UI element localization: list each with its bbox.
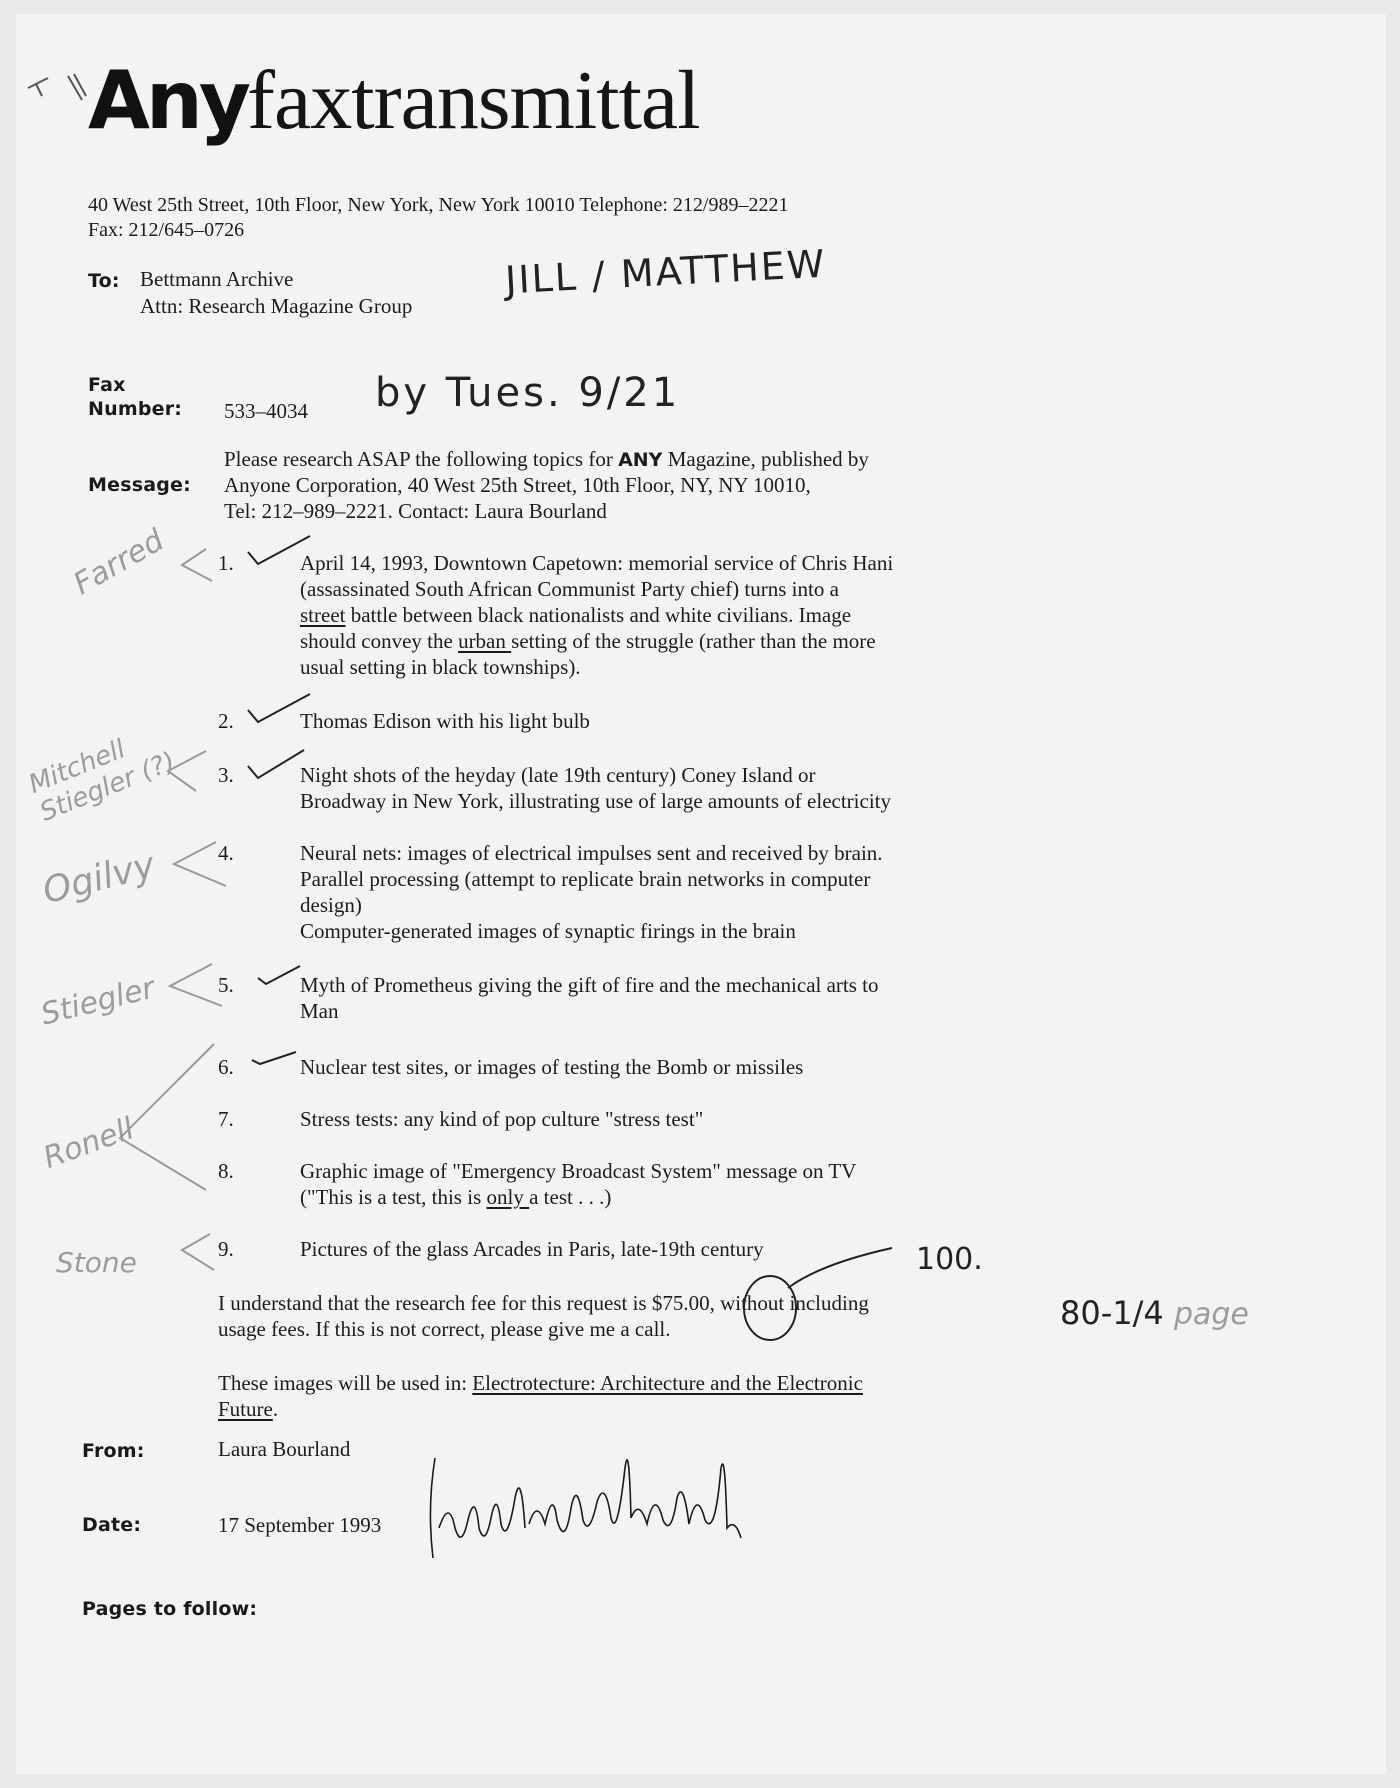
letterhead-fax: Fax: 212/645–0726	[88, 219, 245, 241]
item-number: 8.	[218, 1159, 234, 1183]
date-value: 17 September 1993	[218, 1513, 382, 1537]
bracket-mark-icon	[160, 745, 210, 799]
underlined-word: street	[300, 603, 346, 627]
list-item	[300, 1054, 1000, 1080]
pages-to-follow-label: Pages to follow:	[82, 1598, 258, 1620]
item-number: 9.	[218, 1237, 234, 1261]
publication-title: Electrotecture: Architecture and the Electronic	[472, 1371, 863, 1395]
item-text-line: Graphic image of "Emergency Broadcast System" message on TV	[300, 1159, 857, 1183]
message-text: Magazine, published by	[662, 447, 869, 471]
fax-number-value: 533–4034	[224, 399, 308, 423]
item-text-line: (assassinated South African Communist Party chief) turns into a	[300, 577, 839, 601]
list-item	[300, 1106, 1000, 1132]
handwritten-recipients: JILL / MATTHEW	[504, 241, 828, 303]
usage-text: .	[272, 1397, 279, 1421]
item-text-line: Man	[300, 999, 339, 1023]
message-label: Message:	[88, 474, 191, 496]
underlined-word: urban	[458, 629, 512, 653]
item-number: 7.	[218, 1107, 234, 1131]
item-text-line: Parallel processing (attempt to replicate brain networks in computer	[300, 867, 871, 891]
item-text-line: Neural nets: images of electrical impulses sent and received by brain.	[300, 841, 883, 865]
item-text: ("This is a test, this is	[300, 1185, 487, 1209]
item-text: should convey the	[300, 629, 459, 653]
bracket-mark-icon	[170, 1230, 220, 1278]
fax-label-line2: Number:	[88, 398, 183, 420]
staple-mark-icon	[26, 66, 96, 106]
item-text-line	[300, 602, 1000, 628]
message-line-2: Anyone Corporation, 40 West 25th Street, 10th Floor, NY, NY 10010,	[224, 473, 811, 497]
message-line-1	[224, 446, 869, 473]
pencil-note-items-6-8: Ronell	[38, 1111, 139, 1176]
item-text: a test . . .)	[529, 1185, 612, 1209]
list-item	[300, 550, 1000, 680]
bracket-mark-icon	[110, 1040, 220, 1204]
fee-text: I understand that the research fee for this request is	[218, 1291, 652, 1315]
bracket-mark-icon	[176, 545, 216, 589]
item-number: 2.	[218, 709, 234, 733]
message-line-3: Tel: 212–989–2221. Contact: Laura Bourland	[224, 499, 607, 523]
pencil-note-item-5: Stiegler	[37, 970, 159, 1033]
handwritten-rate	[1060, 1294, 1249, 1332]
item-number: 1.	[218, 551, 234, 575]
usage-text: These images will be used in:	[218, 1371, 473, 1395]
item-number: 5.	[218, 973, 234, 997]
item-text-line: Computer-generated images of synaptic firings in the brain	[300, 919, 796, 943]
item-text-line	[300, 1184, 1000, 1210]
fee-text: without including	[714, 1291, 869, 1315]
title-brand: Any	[88, 54, 248, 147]
circle-annotation-icon	[740, 1244, 900, 1348]
usage-line-1	[218, 1370, 863, 1396]
item-text-line: Pictures of the glass Arcades in Paris, late-19th century	[300, 1237, 764, 1261]
list-item	[300, 708, 1000, 734]
item-number: 4.	[218, 841, 234, 865]
list-item	[300, 840, 1000, 944]
letterhead-address: 40 West 25th Street, 10th Floor, New York, New York 10010 Telephone: 212/989–2221	[88, 194, 789, 216]
item-text: setting of the struggle (rather than the more	[511, 629, 876, 653]
pencil-note-rate: page	[1173, 1297, 1249, 1332]
pencil-note-item-3: Mitchell Stiegler (?)	[24, 734, 180, 828]
check-mark-icon	[250, 1048, 300, 1076]
item-text-line: design)	[300, 893, 362, 917]
from-value: Laura Bourland	[218, 1437, 351, 1461]
list-item	[300, 972, 1000, 1024]
magazine-name: ANY	[618, 449, 663, 471]
signature	[425, 1428, 795, 1572]
item-text-line: April 14, 1993, Downtown Capetown: memorial service of Chris Hani	[300, 551, 894, 575]
from-label: From:	[82, 1440, 145, 1462]
handwritten-rate-value: 80-1/4	[1060, 1294, 1164, 1332]
pencil-note-item-9: Stone	[56, 1246, 137, 1279]
item-text-line: Myth of Prometheus giving the gift of fire and the mechanical arts to	[300, 973, 879, 997]
date-label: Date:	[82, 1514, 142, 1536]
pencil-note-item-1: Farred	[67, 522, 171, 603]
pencil-note-item-4: Ogilvy	[38, 844, 160, 913]
item-text-line: Broadway in New York, illustrating use of large amounts of electricity	[300, 789, 891, 813]
item-text-line: Night shots of the heyday (late 19th century) Coney Island or	[300, 763, 816, 787]
item-text-line: usual setting in black townships).	[300, 655, 581, 679]
fee-line-2: usage fees. If this is not correct, please give me a call.	[218, 1317, 671, 1341]
to-attention: Attn: Research Magazine Group	[140, 294, 413, 318]
publication-title: Future	[218, 1397, 273, 1421]
item-text-line: Nuclear test sites, or images of testing the Bomb or missiles	[300, 1055, 804, 1079]
underlined-word: only	[486, 1185, 530, 1209]
fee-amount: $75.00,	[651, 1291, 715, 1315]
signature-icon	[425, 1428, 795, 1568]
title-text: faxtransmittal	[247, 54, 700, 147]
item-text-line: Thomas Edison with his light bulb	[300, 709, 590, 733]
usage-line-2	[218, 1396, 278, 1422]
handwritten-fee: 100.	[916, 1242, 983, 1277]
list-item	[300, 1158, 1000, 1210]
check-mark-icon	[256, 962, 306, 996]
bracket-mark-icon	[164, 960, 224, 1014]
list-item	[300, 762, 1000, 814]
to-label: To:	[88, 270, 120, 292]
item-text-line	[300, 628, 1000, 654]
fax-label-line1: Fax	[88, 374, 126, 396]
letterhead-title	[88, 52, 700, 149]
handwritten-deadline: by Tues. 9/21	[375, 370, 681, 416]
item-number: 6.	[218, 1055, 234, 1079]
item-text-line: Stress tests: any kind of pop culture "stress test"	[300, 1107, 704, 1131]
item-text: battle between black nationalists and white civilians. Image	[345, 603, 852, 627]
message-text: Please research ASAP the following topics for	[224, 447, 619, 471]
item-number: 3.	[218, 763, 234, 787]
to-recipient: Bettmann Archive	[140, 267, 294, 291]
